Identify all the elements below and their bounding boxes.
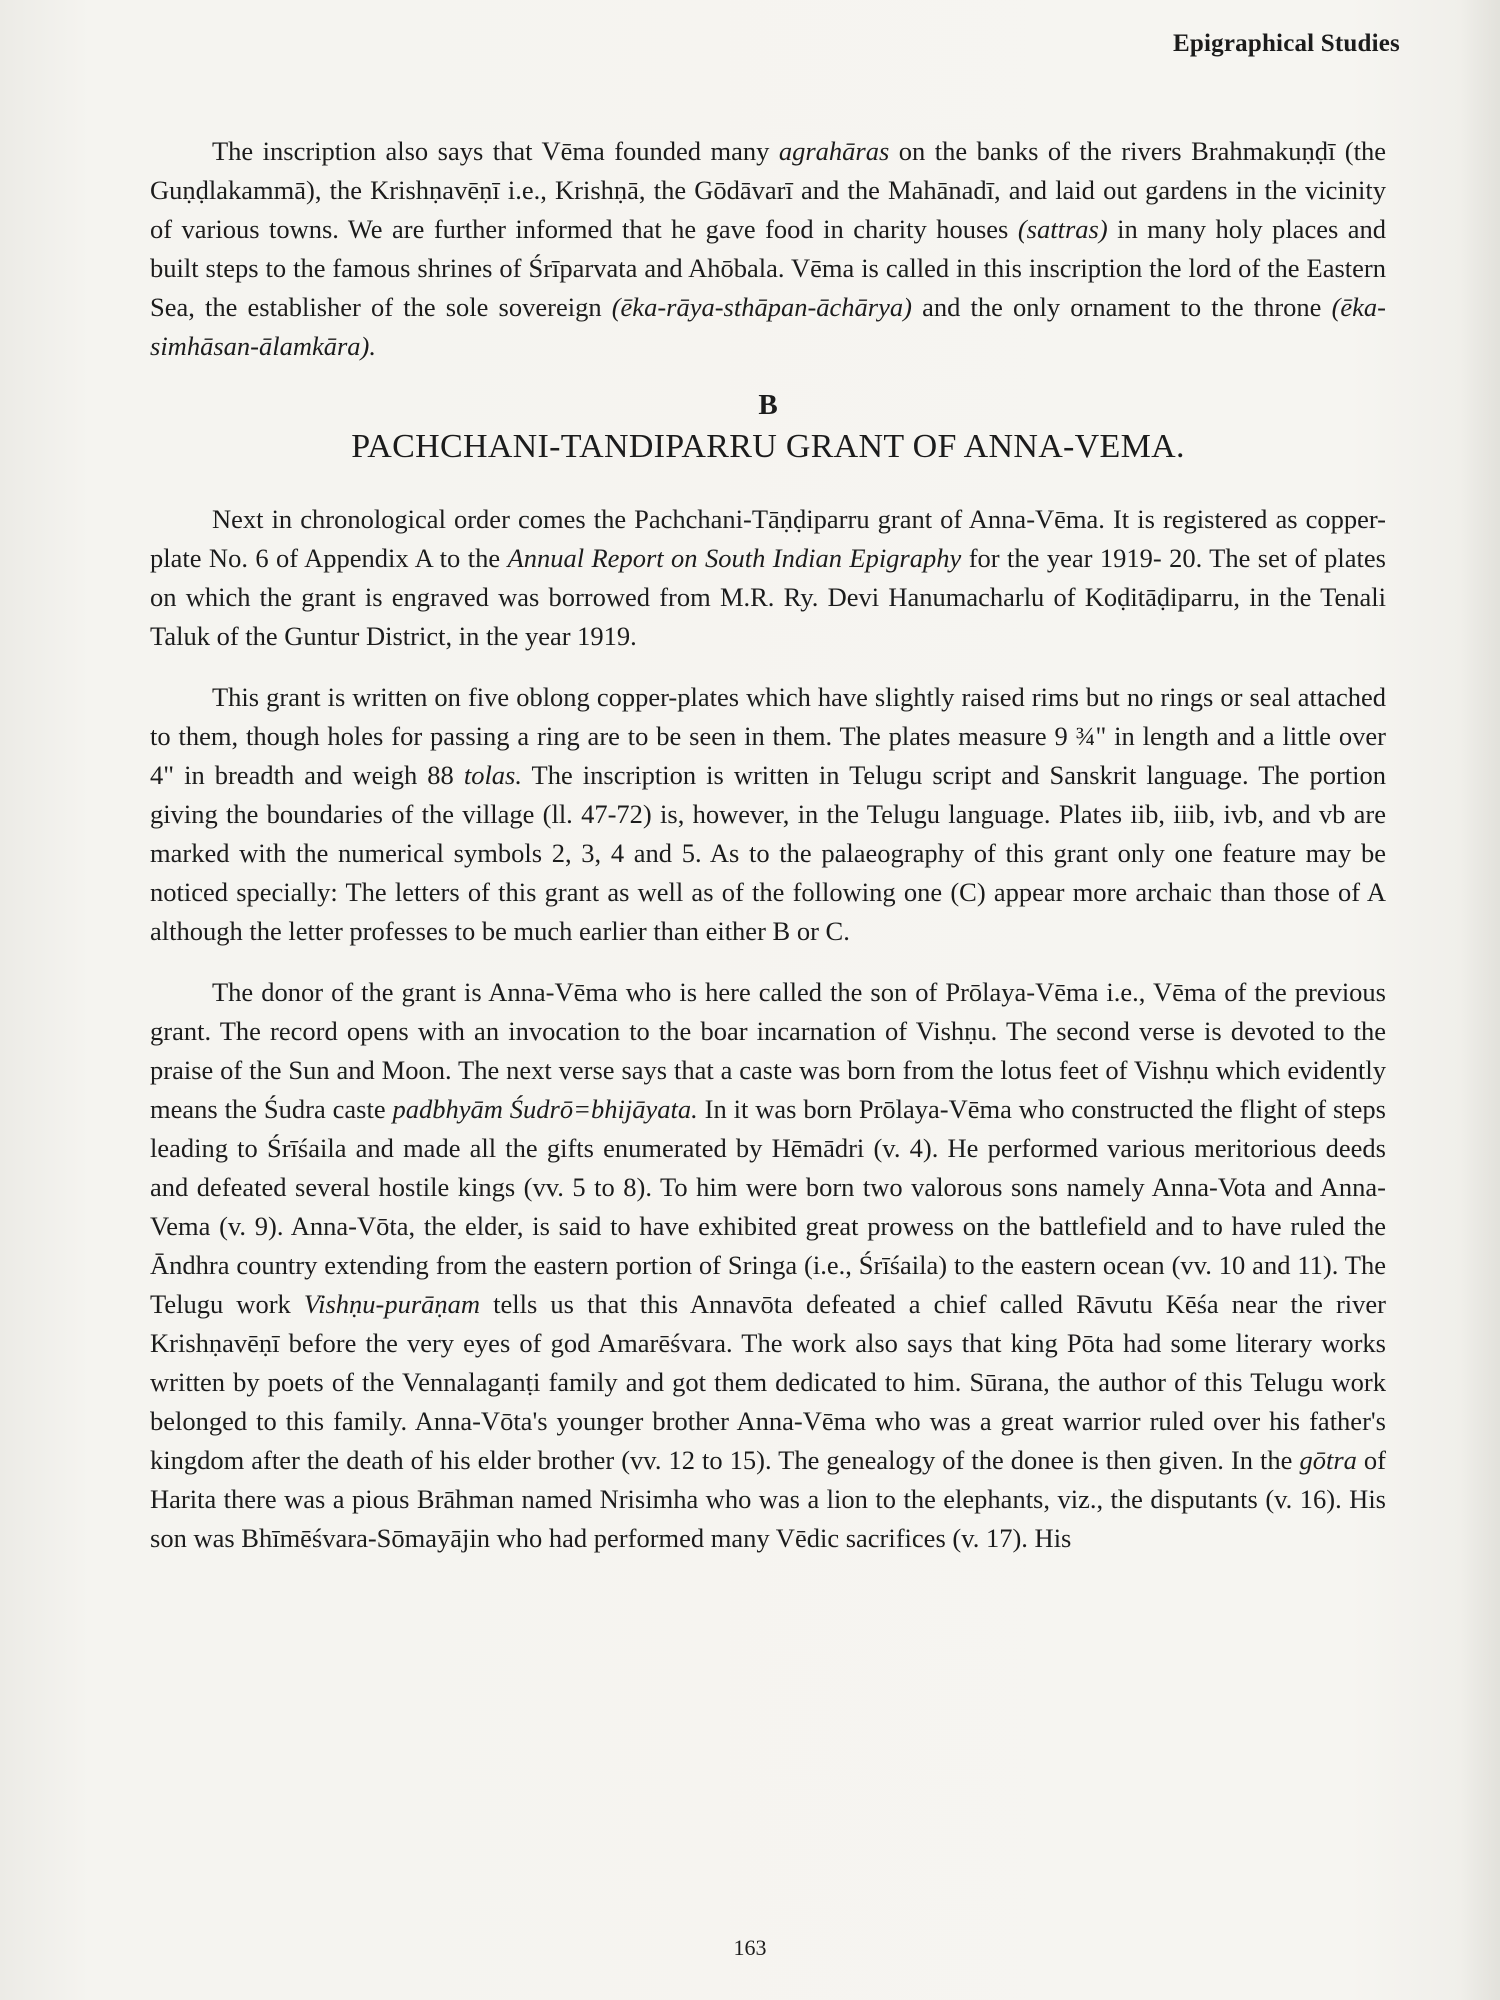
paragraph-text: in many holy places and built steps to the famous shrines of Śrīparvata and Ahōbala. Vēma is called in this inscription the lord of the Eastern Sea, the establisher of the sole sovereign [150,214,1387,322]
italic-text: gōtra [1299,1445,1357,1475]
paragraph-text: on the banks of the rivers Brahmakuṇḍī (the Guṇḍlakammā), the Krishṇavēṇī i.e., Krishṇā, the Gōdāvarī and the Mahānadī, and laid out gardens in the vicinity of various towns. We are further informed that he gave food in charity houses [150,136,1386,244]
paragraph-text: tells us that this Annavōta defeated a chief called Rāvutu Kēśa near the river Krishṇavēṇī before the very eyes of god Amarēśvara. The work also says that king Pōta had some literary works written by poets of the Vennalaganṭi family and got them dedicated to him. Sūrana, the author of this Telugu work belonged to this family. Anna-Vōta's younger brother Anna-Vēma who was a great warrior ruled over his father's kingdom after the death of his elder brother (vv. 12 to 15). The genealogy of the donee is then given. In the [150,1289,1386,1475]
italic-text: (ēka-simhāsan-ālamkāra). [150,292,1386,361]
paragraph-text: In it was born Prōlaya-Vēma who constructed the flight of steps leading to Śrīśaila and made all the gifts enumerated by Hēmādri (v. 4). He performed various meritorious deeds and defeated several hostile kings (vv. 5 to 8). To him were born two valorous sons namely Anna-Vota and Anna-Vema (v. 9). Anna-Vōta, the elder, is said to have exhibited great prowess on the battlefield and to have ruled the Āndhra country extending from the eastern portion of Sringa (i.e., Śrīśaila) to the eastern ocean (vv. 10 and 11). The Telugu work [150,1094,1386,1319]
paragraph [150,678,1386,951]
paragraph-text: The inscription is written in Telugu script and Sanskrit language. The portion giving the boundaries of the village (ll. 47-72) is, however, in the Telugu language. Plates iib, iiib, ivb, and vb are marked with the numerical symbols 2, 3, 4 and 5. As to the palaeography of this grant only one feature may be noticed specially: The letters of this grant as well as of the following one (C) appear more archaic than those of A although the letter professes to be much earlier than either B or C. [150,760,1386,946]
italic-text: padbhyām Śudrō=bhijāyata. [392,1094,698,1124]
paragraph-text: of Harita there was a pious Brāhman named Nrisimha who was a lion to the elephants, viz., the disputants (v. 16). His son was Bhīmēśvara-Sōmayājin who had performed many Vēdic sacrifices (v. 17). His [150,1445,1387,1553]
italic-text: tolas. [463,760,522,790]
paragraph-text: The inscription also says that Vēma founded many [212,136,779,166]
italic-text: Vishṇu-purāṇam [303,1289,481,1319]
section-letter: B [758,389,778,421]
italic-text: agrahāras [778,136,890,166]
running-header: Epigraphical Studies [1173,30,1400,57]
italic-text: Annual Report on South Indian Epigraphy [507,543,962,573]
section-heading: PACHCHANI-TANDIPARRU GRANT OF ANNA-VEMA. [351,428,1185,465]
italic-text: (ēka-rāya-sthāpan-āchārya) [611,292,912,322]
paragraph-text: for the year 1919- 20. The set of plates on which the grant is engraved was borrowed from M.R. Ry. Devi Hanumacharlu of Koḍitāḍiparru, in the Tenali Taluk of the Guntur District, in the year 1919. [150,543,1386,651]
page-number: 163 [733,1935,767,1960]
paragraph [150,973,1386,1558]
paragraph [150,132,1386,366]
paragraph [150,500,1386,656]
paragraph-text: This grant is written on five oblong copper-plates which have slightly raised rims but no rings or seal attached to them, though holes for passing a ring are to be seen in them. The plates measure 9 ¾" in length and a little over 4" in breadth and weigh 88 [150,682,1386,790]
italic-text: (sattras) [1017,214,1108,244]
page-edge-shadow [1460,0,1500,2000]
paragraph-text: Next in chronological order comes the Pachchani-Tāṇḍiparru grant of Anna-Vēma. It is registered as copper-plate No. 6 of Appendix A to the [150,504,1386,573]
paragraph-text: and the only ornament to the throne [911,292,1332,322]
paragraph-text: The donor of the grant is Anna-Vēma who is here called the son of Prōlaya-Vēma i.e., Vēma of the previous grant. The record opens with an invocation to the boar incarnation of Vishṇu. The second verse is devoted to the praise of the Sun and Moon. The next verse says that a caste was born from the lotus feet of Vishṇu which evidently means the Śudra caste [150,977,1386,1124]
page-body [150,132,1386,1580]
